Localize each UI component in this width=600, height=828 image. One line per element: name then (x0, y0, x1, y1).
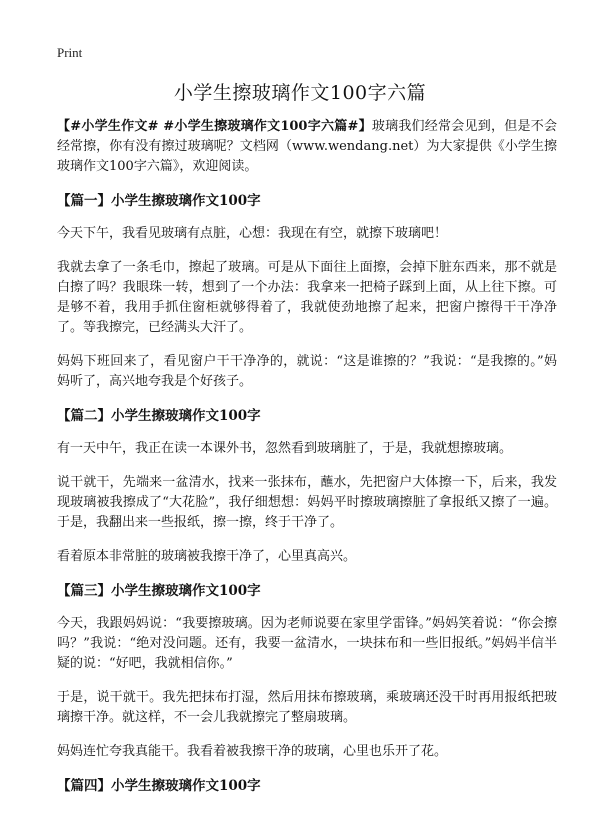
page-title: 小学生擦玻璃作文100字六篇 (173, 82, 427, 104)
section-2-paragraph: 说干就干，先端来一盆清水，找来一张抹布，蘸水，先把窗户大体擦一下，后来，我发现玻璃被我擦成了“大花脸”，我仔细想想：妈妈平时擦玻璃擦脏了拿报纸又擦了一遍。于是，我翻出来一些报纸，擦一擦，终于干净了。 (57, 475, 557, 530)
print-label[interactable]: Print (57, 45, 83, 60)
section-2-paragraph: 有一天中午，我正在读一本课外书，忽然看到玻璃脏了，于是，我就想擦玻璃。 (57, 441, 513, 456)
section-1-paragraph: 我就去拿了一条毛巾，擦起了玻璃。可是从下面往上面擦，会掉下脏东西来，那不就是白擦了吗？我眼珠一转，想到了一个办法：我拿来一把椅子踩到上面，从上往下擦。可是够不着，我用手抓住窗柜就够得着了，我就使劲地擦了起来，把窗户擦得干干净净了。等我擦完，已经满头大汗了。 (57, 260, 557, 335)
section-heading-3: 【篇三】小学生擦玻璃作文100字 (57, 583, 261, 599)
section-heading-2: 【篇二】小学生擦玻璃作文100字 (57, 408, 261, 424)
section-3-paragraph: 妈妈连忙夸我真能干。我看着被我擦干净的玻璃，心里也乐开了花。 (57, 744, 448, 759)
intro-paragraph (57, 117, 557, 177)
section-heading-4: 【篇四】小学生擦玻璃作文100字 (57, 778, 261, 794)
section-1-paragraph: 妈妈下班回来了，看见窗户干干净净的，就说：“这是谁擦的？”我说：“是我擦的。”妈妈听了，高兴地夸我是个好孩子。 (57, 354, 557, 389)
section-2-paragraph: 看着原本非常脏的玻璃被我擦干净了，心里真高兴。 (57, 549, 357, 564)
section-3-paragraph: 于是，说干就干。我先把抹布打湿，然后用抹布擦玻璃，乘玻璃还没干时再用报纸把玻璃擦干净。就这样，不一会儿我就擦完了整扇玻璃。 (57, 690, 557, 725)
article-body (57, 117, 557, 809)
intro-text: 玻璃我们经常会见到，但是不会经常擦，你有没有擦过玻璃呢？文档网（www.wendang.net）为大家提供《小学生擦玻璃作文100字六篇》，欢迎阅读。 (57, 119, 557, 174)
section-3-paragraph: 今天，我跟妈妈说：“我要擦玻璃。因为老师说要在家里学雷锋。”妈妈笑着说：“你会擦吗？”我说：“绝对没问题。还有，我要一盆清水，一块抹布和一些旧报纸。”妈妈半信半疑的说：“好吧，我就相信你。” (57, 616, 557, 671)
intro-tag: 【#小学生作文# #小学生擦玻璃作文100字六篇#】 (57, 119, 372, 134)
section-heading-1: 【篇一】小学生擦玻璃作文100字 (57, 193, 261, 209)
section-1-paragraph: 今天下午，我看见玻璃有点脏，心想：我现在有空，就擦下玻璃吧！ (57, 226, 448, 241)
